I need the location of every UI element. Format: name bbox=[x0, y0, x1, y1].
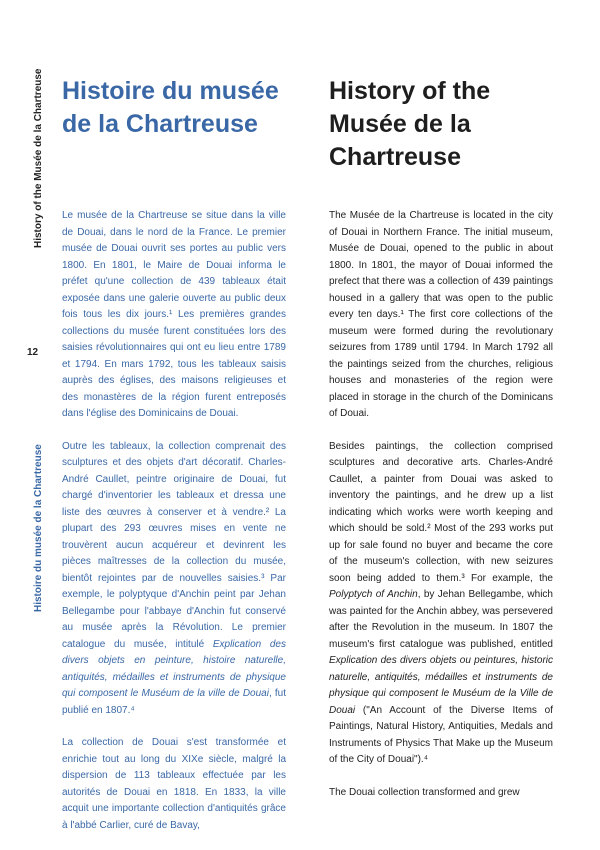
english-paragraph-3: The Douai collection transformed and grew bbox=[329, 786, 520, 798]
french-paragraph-2: Outre les tableaux, la collection comprenait des sculptures et des objets d'art décoratif. Charles-André Caullet, peintre originaire de Douai, fut chargé d'inventorier les tableaux et dressa une liste des œuvres à conserver et à vendre.² La plupart des 293 œuvres mises en vente ne trouvèrent aucun acquéreur et devinrent les pièces maîtresses de la collection du musée, bientôt rejointes par de nouvelles saisies.³ Par exemple, le polyptyque d'Anchin peint par Jehan Bellegambe pour l'abbaye d'Anchin fut conservé au musée après la Révolution. Le premier catalogue du musée, intitulé Explication des divers objets en peinture, histoire naturelle, antiquités, médailles et instruments de physique qui composent le Muséum de la ville de Douai, fut publié en 1807.⁴ bbox=[62, 440, 286, 716]
english-paragraph-2: Besides paintings, the collection comprised sculptures and decorative arts. Charles-André Caullet, a painter from Douai was asked to inventory the paintings, and he drew up a list indicating which works were worth keeping and which should be sold.² Most of the 293 works put up for sale found no buyer and became the core of the museum's collection, with new seizures soon being added to them.³ For example, the Polyptych of Anchin, by Jehan Bellegambe, which was painted for the Anchin abbey, was persevered after the Revolution in the museum. In 1807 the museum's first catalogue was published, entitled Explication des divers objets ou peintures, historic naturelle, antiquités, médailles et instruments de physique qui composent le Muséum de la Ville de Douai ("An Account of the Diverse Items of Paintings, Natural History, Antiquities, Medals and Instruments of Physics That Make up the Museum of the City of Douai").⁴ bbox=[329, 440, 553, 765]
english-catalogue-title: Explication des divers objets ou peintures, historic naturelle, antiquités, médailles et instruments de physique qui composent le Muséum de la Ville de Douai bbox=[329, 655, 553, 716]
french-catalogue-title: Explication des divers objets en peinture, histoire naturelle, antiquités, médailles et instruments de physique qui composent le Muséum de la ville de Douai bbox=[62, 638, 286, 699]
french-paragraph-3: La collection de Douai s'est transformée et enrichie tout au long du XIXe siècle, malgré la dispersion de 113 tableaux effectuée par les autorités de Douai en 1818. En 1833, la ville acquit une importante collection d'antiquités grâce à l'abbé Carlier, curé de Bavay, bbox=[62, 737, 286, 831]
english-column bbox=[329, 75, 553, 817]
french-column bbox=[62, 75, 286, 850]
side-running-title-french: Histoire du musée de la Chartreuse bbox=[33, 444, 44, 612]
english-paragraph-1: The Musée de la Chartreuse is located in the city of Douai in Northern France. The initial museum, Musée de Douai, opened to the public in about 1800. In 1801, the mayor of Douai informed the prefect that there was a collection of 439 paintings housed in a gallery that was open to the public every ten days.¹ The first core collections of the museum were formed during the revolutionary seizures from 1789 until 1794. In March 1792 all the paintings seized from the churches, religious houses and monasteries of the region were placed in storage in the church of the Dominicans of Douai. bbox=[329, 210, 553, 419]
french-paragraph-1: Le musée de la Chartreuse se situe dans la ville de Douai, dans le nord de la France. Le premier musée de Douai ouvrit ses portes au public vers 1800. En 1801, le Maire de Douai informa le préfet qu'une collection de 439 tableaux était exposée dans une galerie ouverte au public deux fois tous les dix jours.¹ Les premières grandes collections du musée furent constituées lors des saisies révolutionnaires qui ont eu lieu entre 1789 et 1794. En mars 1792, tous les tableaux saisis auprès des églises, des maisons religieuses et des monastères de la région furent entreposés dans l'église des Dominicains de Douai. bbox=[62, 210, 286, 419]
english-title: History of the Musée de la Chartreuse bbox=[329, 77, 491, 171]
page-number: 12 bbox=[27, 347, 39, 358]
side-running-title-english: History of the Musée de la Chartreuse bbox=[33, 68, 44, 248]
french-title: Histoire du musée de la Chartreuse bbox=[62, 77, 279, 138]
english-polyptych-title: Polyptych of Anchin bbox=[329, 589, 418, 600]
